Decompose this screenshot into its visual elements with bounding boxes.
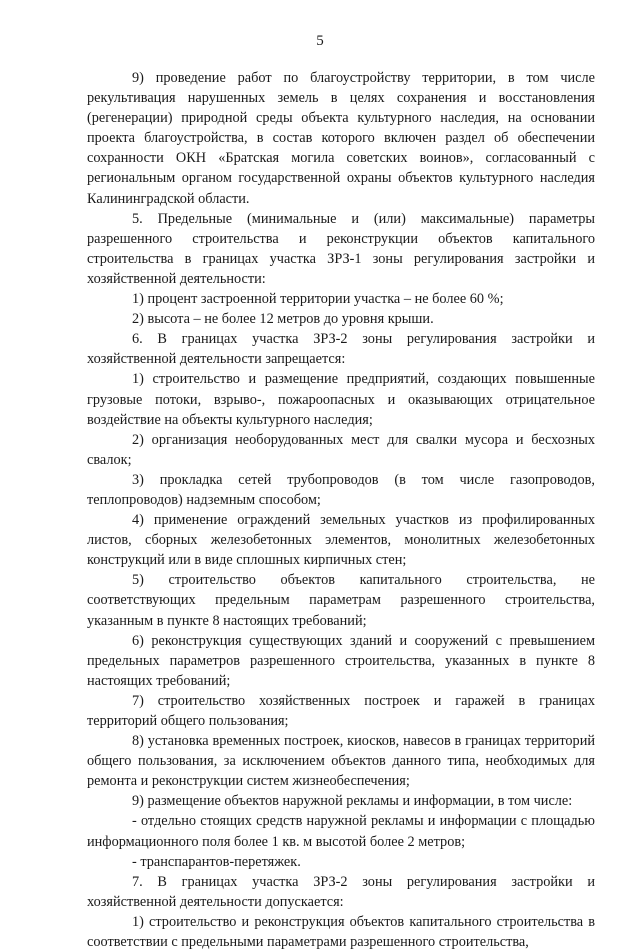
paragraph-dash-banners: - транспарантов-перетяжек. — [132, 853, 301, 870]
section-5-heading: 5. Предельные (минимальные и (или) максимальные) параметры разрешенного строительства и реконструкции объектов капитального строительства в границах участка ЗРЗ-1 зоны регулирования застройки и хозяйственной деятельности: — [87, 210, 595, 287]
section-6-heading: 6. В границах участка ЗРЗ-2 зоны регулирования застройки и хозяйственной деятельности запрещается: — [87, 331, 595, 368]
paragraph-prohibited-6: 6) реконструкция существующих зданий и сооружений с превышением предельных параметров разрешенного строительства, указанных в пункте 8 настоящих требований; — [87, 632, 595, 689]
paragraph-prohibited-2: 2) организация необорудованных мест для свалки мусора и бесхозных свалок; — [87, 431, 595, 468]
paragraph-prohibited-8: 8) установка временных построек, киосков, навесов в границах территорий общего пользования, за исключением объектов данного типа, необходимых для ремонта и реконструкции систем жизнеобеспечения; — [87, 733, 595, 790]
paragraph-prohibited-7: 7) строительство хозяйственных построек и гаражей в границах территорий общего пользования; — [87, 692, 595, 729]
paragraph-permitted-1: 1) строительство и реконструкция объектов капитального строительства в соответствии с предельными параметрами разрешенного строительства, — [87, 913, 595, 951]
paragraph-prohibited-9: 9) размещение объектов наружной рекламы и информации, в том числе: — [132, 793, 573, 810]
paragraph-dash-billboards: - отдельно стоящих средств наружной рекламы и информации с площадью информационного поля более 1 кв. м высотой более 2 метров; — [87, 813, 595, 850]
paragraph-height-limit: 2) высота – не более 12 метров до уровня крыши. — [132, 311, 434, 328]
paragraph-build-percent: 1) процент застроенной территории участка – не более 60 %; — [132, 291, 504, 308]
page-number: 5 — [316, 33, 324, 49]
paragraph-prohibited-3: 3) прокладка сетей трубопроводов (в том числе газопроводов, теплопроводов) надземным способом; — [87, 471, 595, 508]
paragraph-item-9-landscaping: 9) проведение работ по благоустройству территории, в том числе рекультивация нарушенных земель в целях сохранения и восстановления (регенерации) природной среды объекта культурного наследия, на основании проекта благоустройства, в состав которого включен раздел об обеспечении сохранности ОКН «Братская могила советских воинов», согласованный с региональным органом государственной охраны объектов культурного наследия Калининградской области. — [87, 70, 595, 207]
paragraph-prohibited-5: 5) строительство объектов капитального строительства, не соответствующих предельным параметрам разрешенного строительства, указанным в пункте 8 настоящих требований; — [87, 572, 595, 629]
paragraph-prohibited-4: 4) применение ограждений земельных участков из профилированных листов, сборных железобетонных элементов, монолитных железобетонных конструкций или в виде сплошных кирпичных стен; — [87, 512, 595, 569]
section-7-heading: 7. В границах участка ЗРЗ-2 зоны регулирования застройки и хозяйственной деятельности допускается: — [87, 873, 595, 910]
document-body — [87, 68, 595, 952]
paragraph-prohibited-1: 1) строительство и размещение предприятий, создающих повышенные грузовые потоки, взрыво-, пожароопасных и оказывающих отрицательное воздействие на объекты культурного наследия; — [87, 371, 595, 428]
